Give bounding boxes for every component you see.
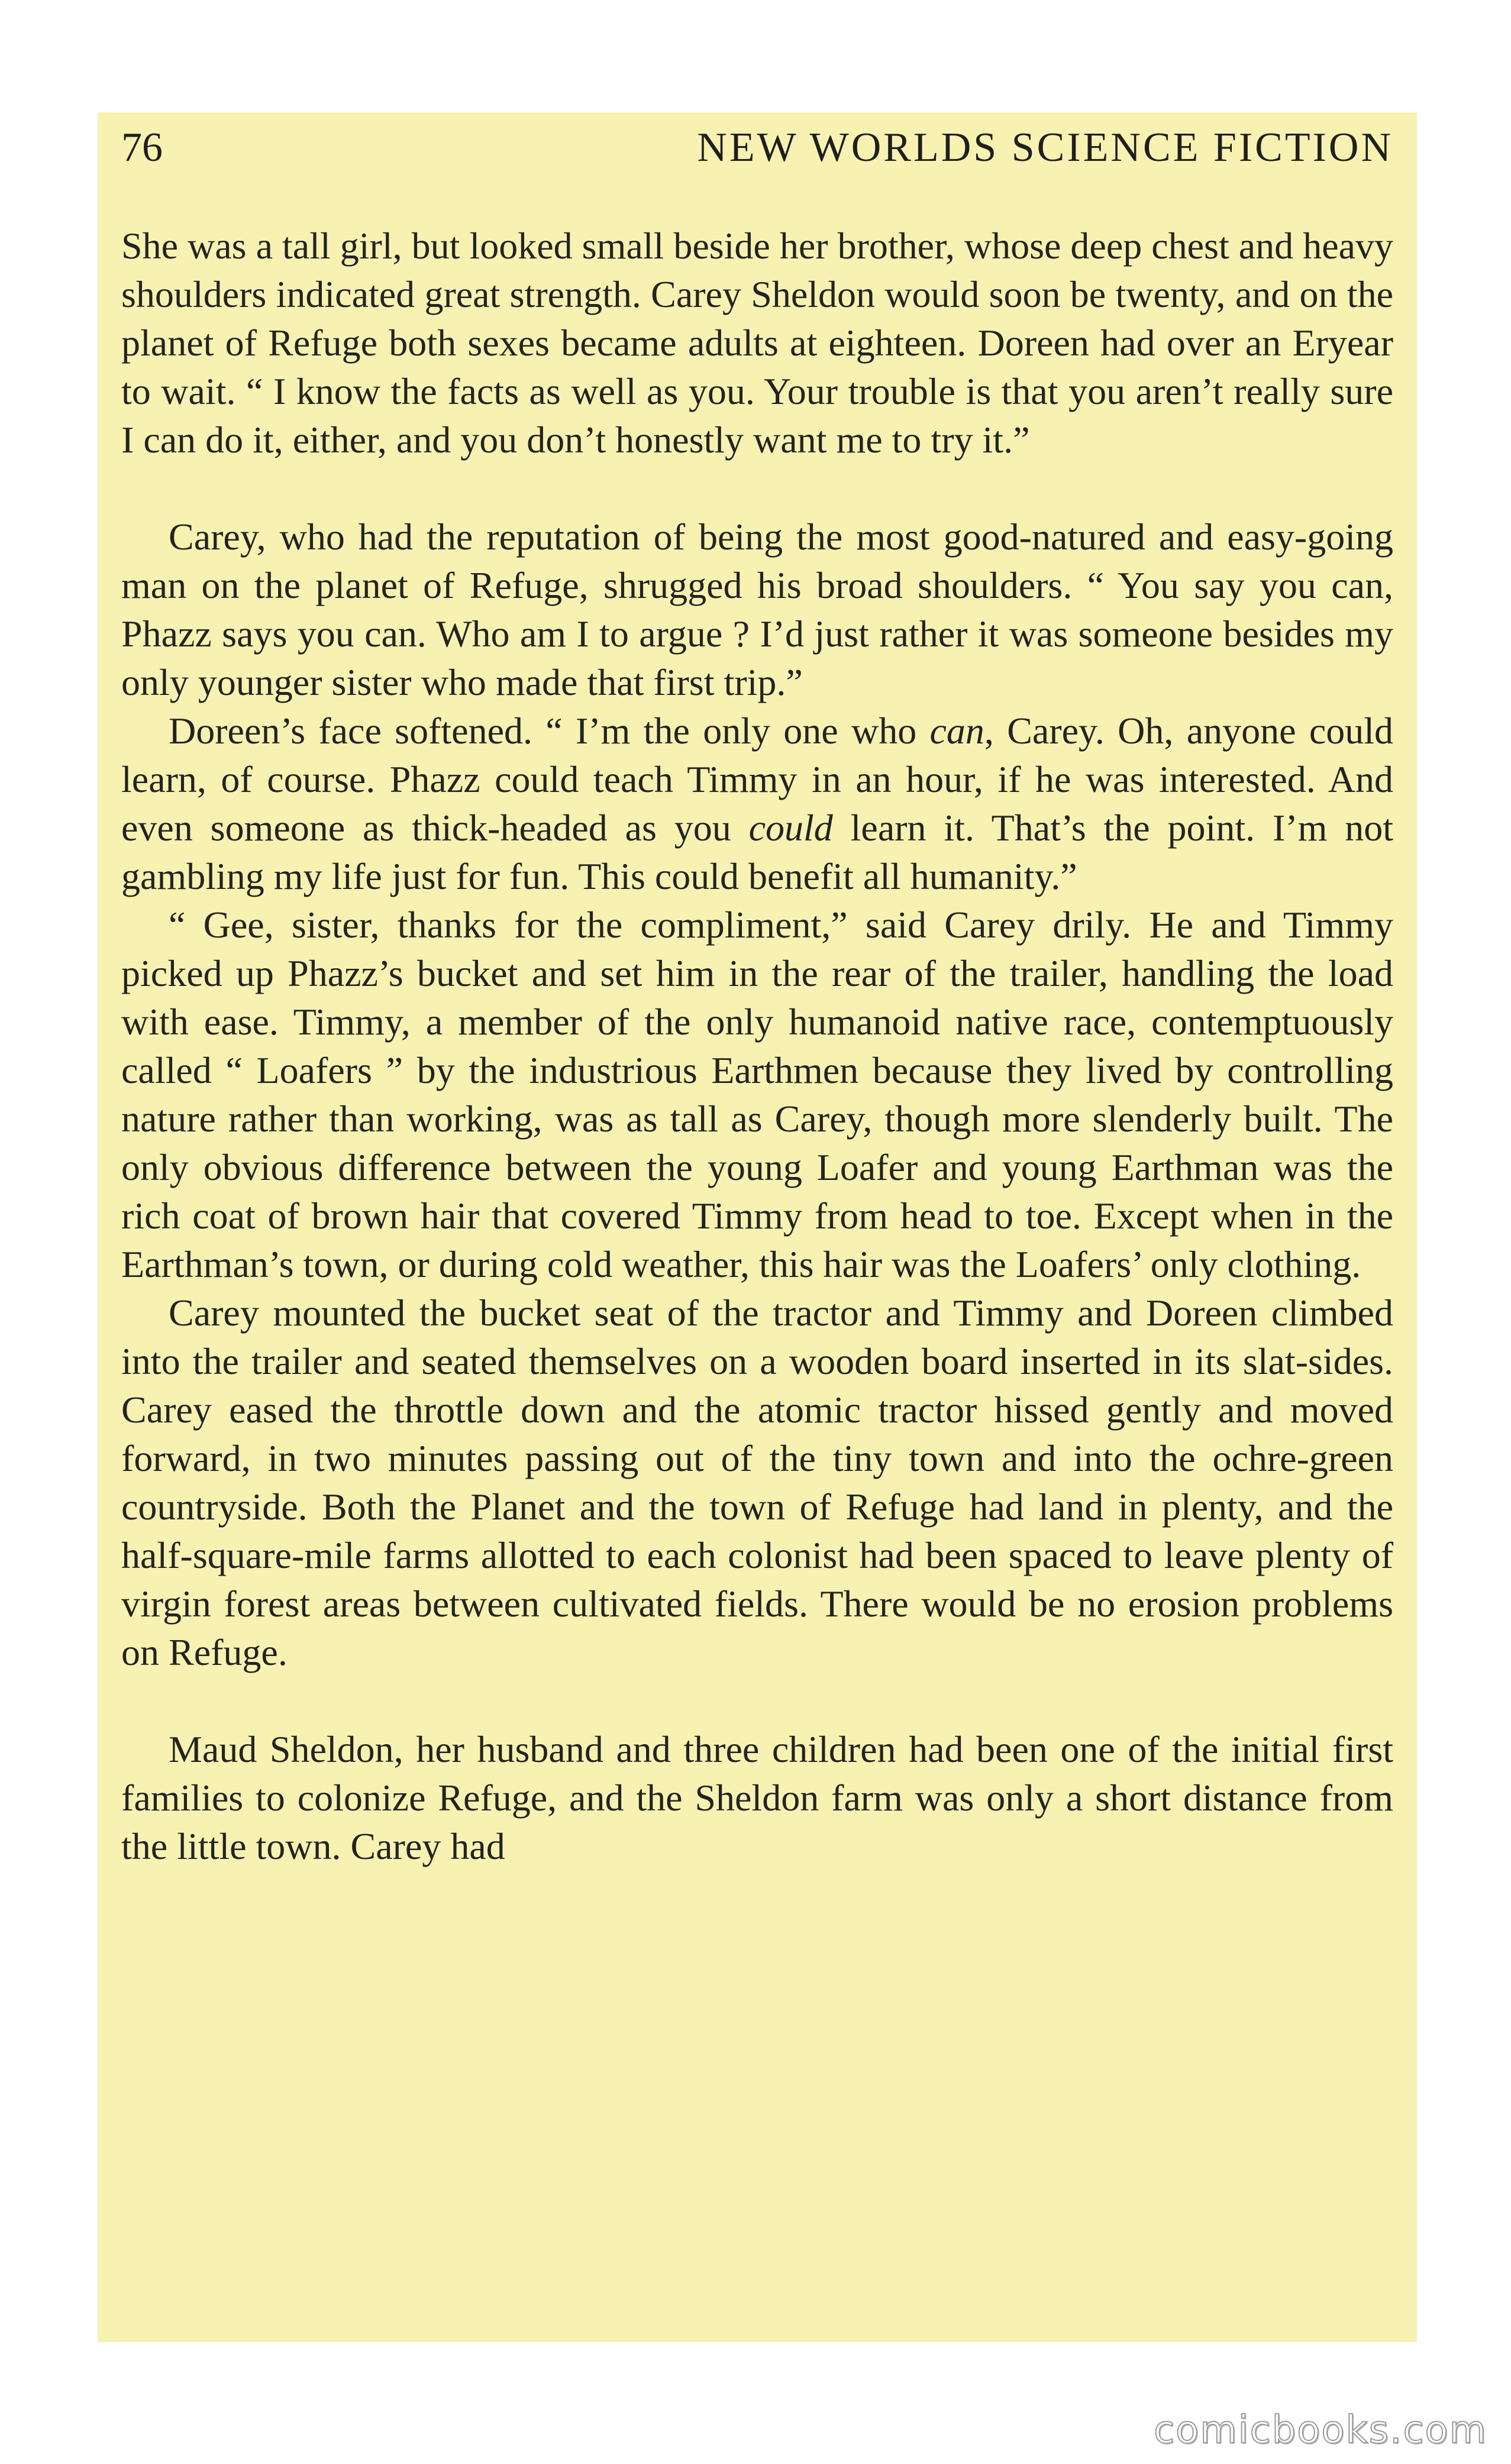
running-title: NEW WORLDS SCIENCE FICTION [697,125,1393,170]
italic-text: can [929,710,984,752]
paragraph: She was a tall girl, but looked small beside her brother, whose deep chest and heavy shoulders indicated great strength. Carey Sheldon would soon be twenty, and on the planet of Refuge both sexes became adults at eighteen. Doreen had over an Eryear to wait. “ I know the facts as well as you. Your trouble is that you aren’t really sure I can do it, either, and you don’t honestly want me to try it.” [121,225,1393,461]
paragraph: “ Gee, sister, thanks for the compliment,” said Carey drily. He and Timmy picked up Phazz’s bucket and set him in the rear of the trailer, handling the load with ease. Timmy, a member of the only humanoid native race, contemptuously called “ Loafers ” by the industrious Earthmen because they lived by controlling nature rather than working, was as tall as Carey, though more slenderly built. The only obvious difference between the young Loafer and young Earthman was the rich coat of brown hair that covered Timmy from head to toe. Except when in the Earthman’s town, or during cold weather, this hair was the Loafers’ only clothing. [121,904,1393,1285]
page-header [121,124,1393,183]
italic-text: could [748,807,833,849]
paragraph [121,707,1393,901]
text-run: , Carey. Oh, anyone could learn, of course. Phazz could teach Timmy in an hour, if he was interested. And even someone as thick-headed as you [121,710,1394,849]
text-run: learn it. That’s the point. I’m not gambling my life just for fun. This could benefit all humanity.” [121,807,1394,897]
paragraph: Maud Sheldon, her husband and three children had been one of the initial first families to colonize Refuge, and the Sheldon farm was only a short distance from the little town. Carey had [121,1728,1393,1867]
text-run: Doreen’s face softened. “ I’m the only one who [169,710,930,752]
page [98,112,1417,2342]
page-number: 76 [121,125,163,170]
paragraph: Carey, who had the reputation of being the most good-natured and easy-going man on the planet of Refuge, shrugged his broad shoulders. “ You say you can, Phazz says you can. Who am I to argue ? I’d just rather it was someone besides my only younger sister who made that first trip.” [121,516,1393,703]
watermark: comicbooks.com [1153,2408,1487,2452]
body-text [121,222,1393,1871]
paragraph: Carey mounted the bucket seat of the tractor and Timmy and Doreen climbed into the trailer and seated themselves on a wooden board inserted in its slat-sides. Carey eased the throttle down and the atomic tractor hissed gently and moved forward, in two minutes passing out of the tiny town and into the ochre-green countryside. Both the Planet and the town of Refuge had land in plenty, and the half-square-mile farms allotted to each colonist had been spaced to leave plenty of virgin forest areas between cultivated fields. There would be no erosion problems on Refuge. [121,1292,1393,1673]
